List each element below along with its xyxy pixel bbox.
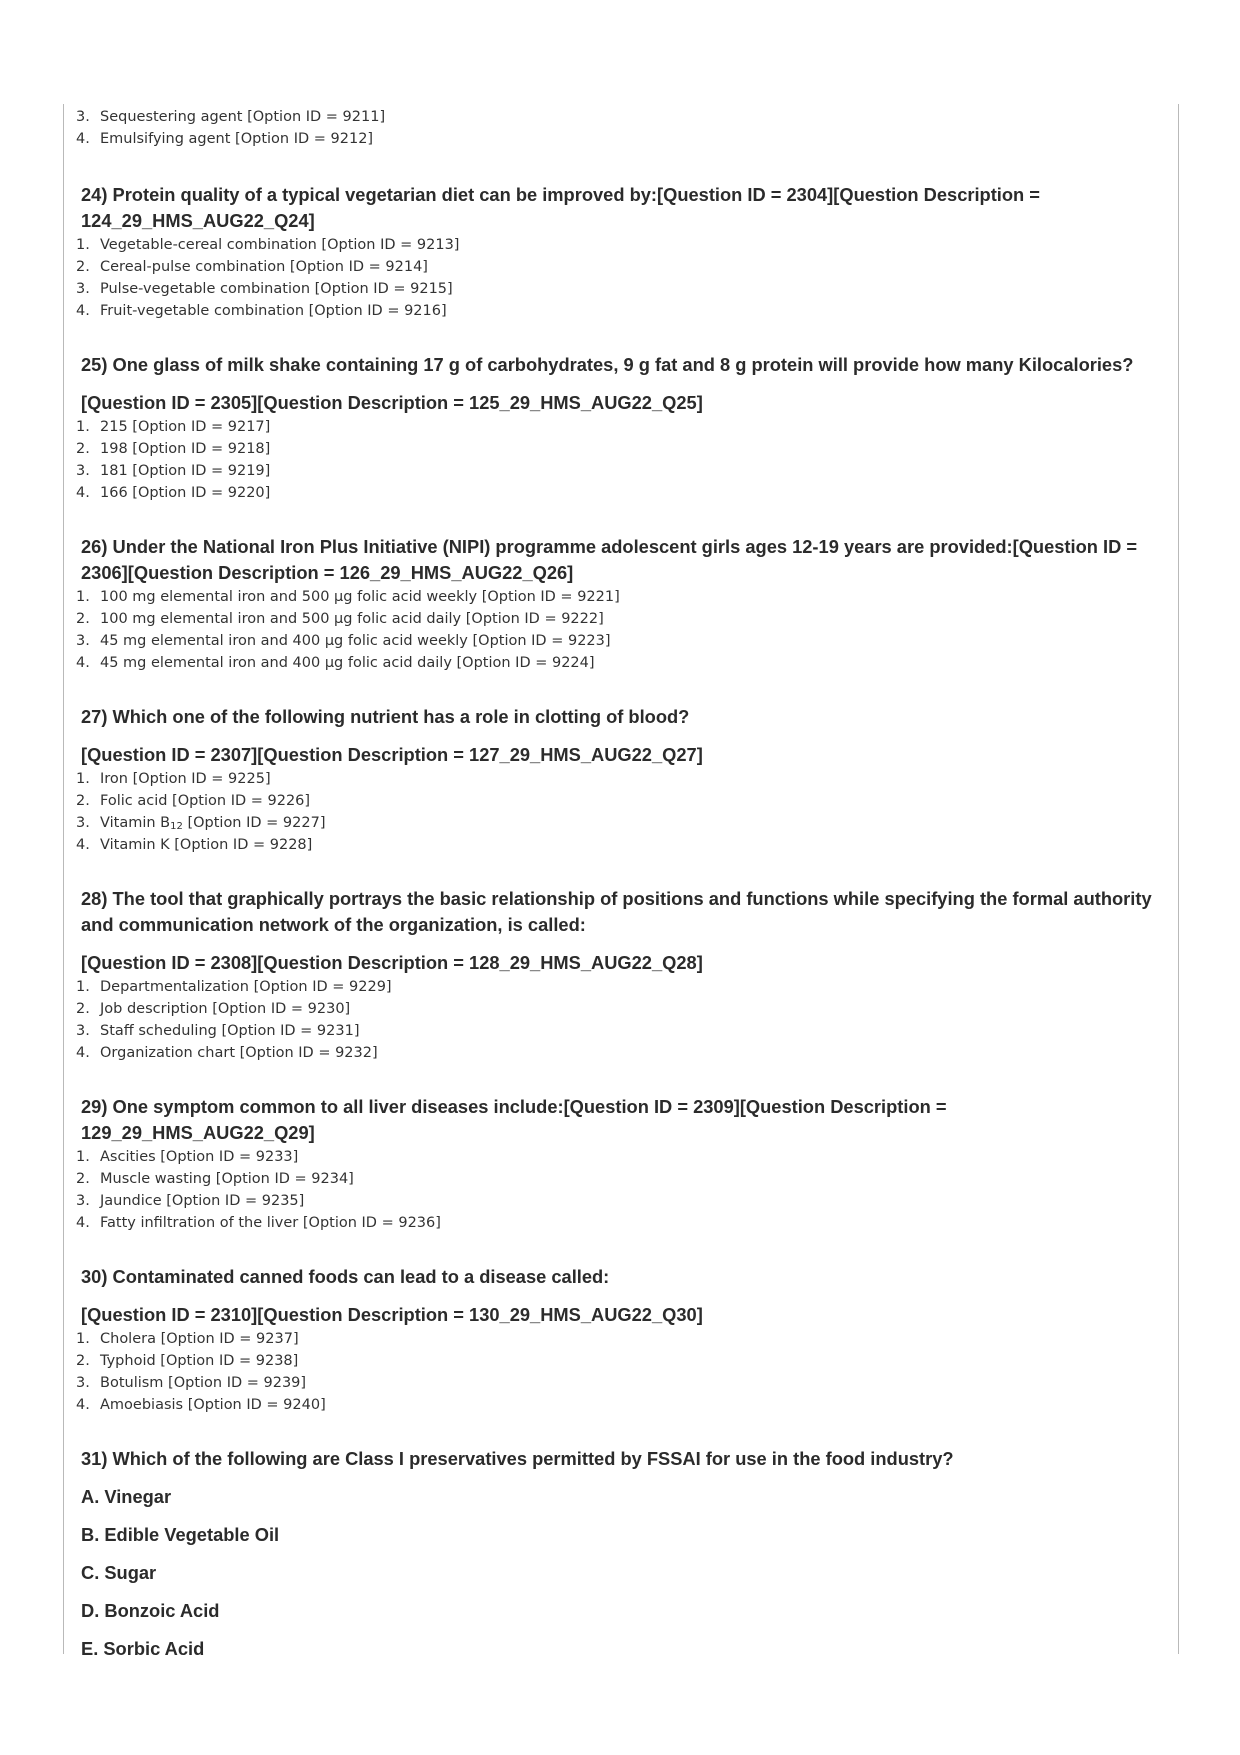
option-item: 2. Muscle wasting [Option ID = 9234] — [76, 1171, 354, 1187]
question-id-line: [Question ID = 2305][Question Description = 125_29_HMS_AUG22_Q25] — [81, 392, 703, 413]
option-item: 3. Pulse-vegetable combination [Option ID = 9215] — [76, 281, 453, 297]
question-paper-content — [76, 106, 1166, 1662]
question-24 — [76, 182, 1166, 322]
option-item: 3. Sequestering agent [Option ID = 9211] — [76, 109, 386, 125]
question-text: 24) Protein quality of a typical vegetarian diet can be improved by:[Question ID = 2304][Question Description = 124_29_HMS_AUG22_Q24] — [81, 184, 1040, 231]
q28-options — [76, 976, 1166, 1064]
option-item: 1. Ascities [Option ID = 9233] — [76, 1149, 299, 1165]
question-id-line: [Question ID = 2308][Question Description = 128_29_HMS_AUG22_Q28] — [81, 952, 703, 973]
option-item: 3. Staff scheduling [Option ID = 9231] — [76, 1023, 360, 1039]
option-item: 4. Fatty infiltration of the liver [Option ID = 9236] — [76, 1215, 441, 1231]
option-item: 2. 100 mg elemental iron and 500 µg folic acid daily [Option ID = 9222] — [76, 611, 604, 627]
right-page-rule — [1178, 104, 1179, 1654]
option-item: 1. 215 [Option ID = 9217] — [76, 419, 271, 435]
option-item: 2. Job description [Option ID = 9230] — [76, 1001, 351, 1017]
option-item: 4. Fruit-vegetable combination [Option ID = 9216] — [76, 303, 447, 319]
q27-options — [76, 768, 1166, 856]
question-text: 26) Under the National Iron Plus Initiative (NIPI) programme adolescent girls ages 12-19 years are provided:[Question ID = 2306][Question Description = 126_29_HMS_AUG22_Q26] — [81, 536, 1138, 583]
option-item: 2. Cereal-pulse combination [Option ID = 9214] — [76, 259, 428, 275]
q30-options — [76, 1328, 1166, 1416]
question-26 — [76, 534, 1166, 674]
statement-choice: C. Sugar — [81, 1562, 157, 1583]
q29-options — [76, 1146, 1166, 1234]
option-item: 4. Emulsifying agent [Option ID = 9212] — [76, 131, 374, 147]
question-text: 28) The tool that graphically portrays the basic relationship of positions and functions while specifying the formal authority and communication network of the organization, is called: — [81, 888, 1152, 935]
question-25 — [76, 352, 1166, 504]
option-item: 1. 100 mg elemental iron and 500 µg folic acid weekly [Option ID = 9221] — [76, 589, 620, 605]
subscript: 12 — [170, 821, 183, 832]
option-item: 1. Cholera [Option ID = 9237] — [76, 1331, 299, 1347]
question-text: 31) Which of the following are Class I preservatives permitted by FSSAI for use in the food industry? — [81, 1448, 954, 1469]
question-id-line: [Question ID = 2307][Question Description = 127_29_HMS_AUG22_Q27] — [81, 744, 703, 765]
question-text: 29) One symptom common to all liver diseases include:[Question ID = 2309][Question Description = 129_29_HMS_AUG22_Q29] — [81, 1096, 947, 1143]
question-id-line: [Question ID = 2310][Question Description = 130_29_HMS_AUG22_Q30] — [81, 1304, 703, 1325]
option-item: 2. Typhoid [Option ID = 9238] — [76, 1353, 299, 1369]
option-item: 1. Vegetable-cereal combination [Option ID = 9213] — [76, 237, 460, 253]
option-item: 3. 181 [Option ID = 9219] — [76, 463, 271, 479]
option-item: 3. Botulism [Option ID = 9239] — [76, 1375, 307, 1391]
option-item: 1. Departmentalization [Option ID = 9229] — [76, 979, 392, 995]
q23-options — [76, 106, 1166, 150]
question-29 — [76, 1094, 1166, 1234]
left-page-rule — [63, 104, 64, 1654]
q24-options — [76, 234, 1166, 322]
question-text: 30) Contaminated canned foods can lead to a disease called: — [81, 1266, 610, 1287]
statement-choice: A. Vinegar — [81, 1486, 172, 1507]
statement-choice: B. Edible Vegetable Oil — [81, 1524, 280, 1545]
question-text: 27) Which one of the following nutrient has a role in clotting of blood? — [81, 706, 690, 727]
option-item: 3. Jaundice [Option ID = 9235] — [76, 1193, 305, 1209]
question-text: 25) One glass of milk shake containing 17 g of carbohydrates, 9 g fat and 8 g protein will provide how many Kilocalories? — [81, 354, 1134, 375]
option-item: 4. Vitamin K [Option ID = 9228] — [76, 837, 313, 853]
option-item: 2. 198 [Option ID = 9218] — [76, 441, 271, 457]
option-item: 4. 166 [Option ID = 9220] — [76, 485, 271, 501]
statement-choice: E. Sorbic Acid — [81, 1638, 205, 1659]
question-27 — [76, 704, 1166, 856]
q26-options — [76, 586, 1166, 674]
option-item: 3. 45 mg elemental iron and 400 µg folic acid weekly [Option ID = 9223] — [76, 633, 611, 649]
question-28 — [76, 886, 1166, 1064]
q25-options — [76, 416, 1166, 504]
option-item: 1. Iron [Option ID = 9225] — [76, 771, 271, 787]
question-31 — [76, 1446, 1166, 1662]
question-30 — [76, 1264, 1166, 1416]
statement-choice: D. Bonzoic Acid — [81, 1600, 220, 1621]
option-item: 4. 45 mg elemental iron and 400 µg folic acid daily [Option ID = 9224] — [76, 655, 595, 671]
option-item: 4. Organization chart [Option ID = 9232] — [76, 1045, 378, 1061]
option-item: 2. Folic acid [Option ID = 9226] — [76, 793, 311, 809]
option-item: 3. Vitamin $B_{12}$ [Option ID = 9227] — [76, 815, 326, 832]
option-item: 4. Amoebiasis [Option ID = 9240] — [76, 1397, 326, 1413]
